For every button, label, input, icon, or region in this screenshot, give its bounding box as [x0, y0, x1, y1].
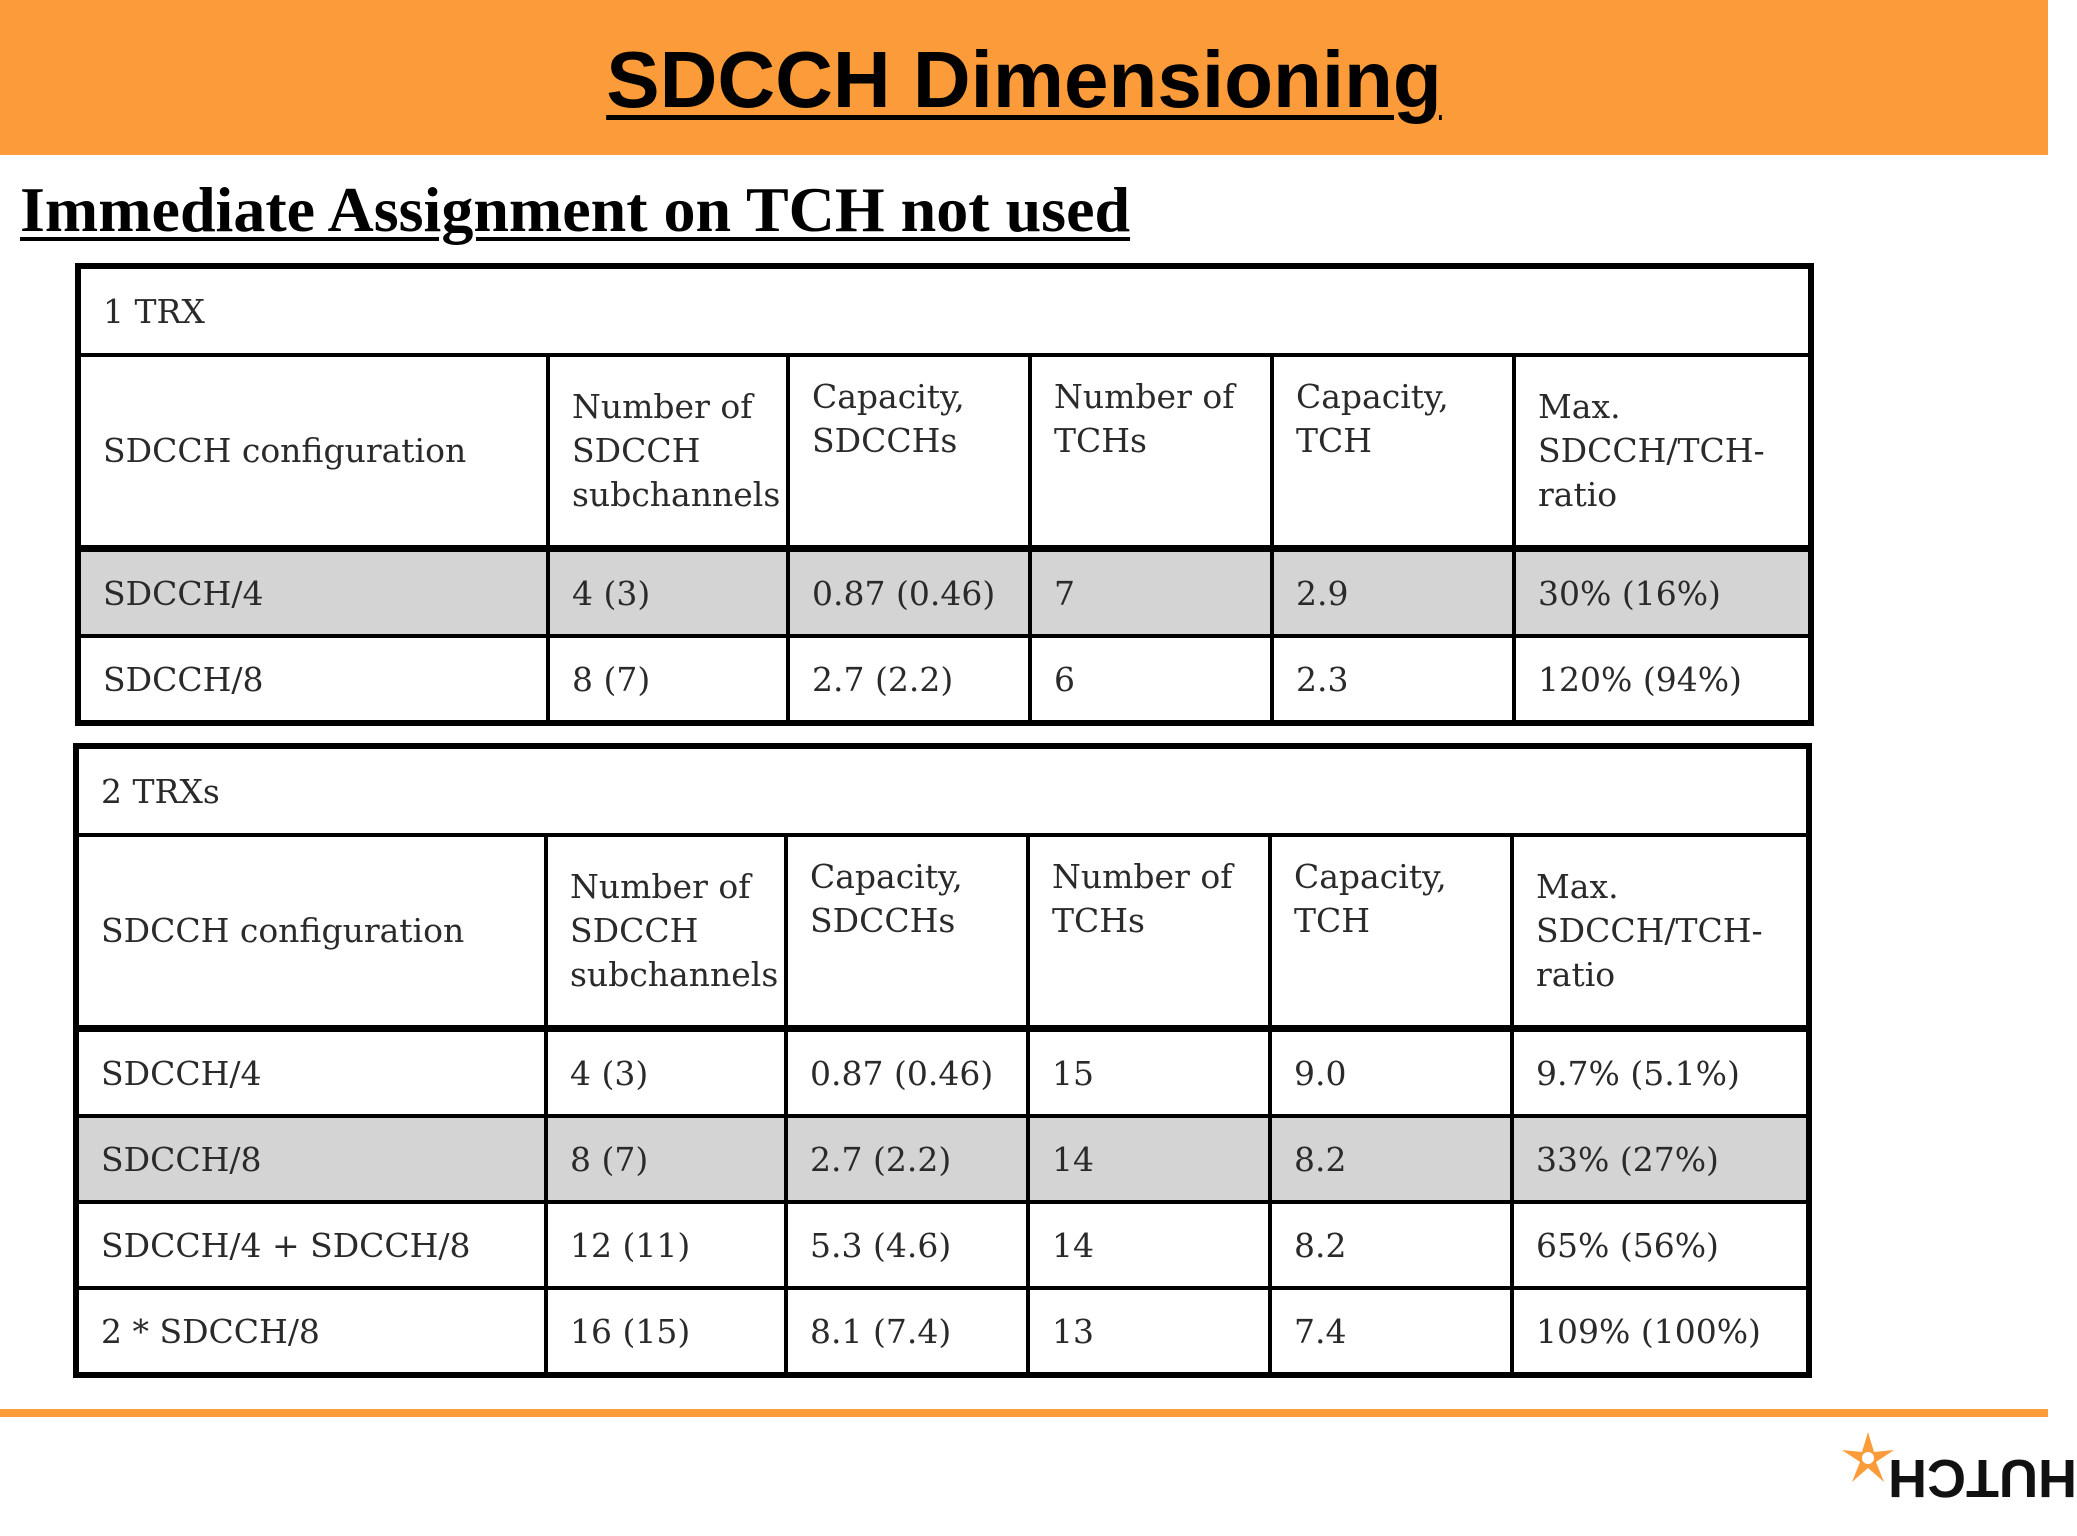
header-max-ratio: Max. SDCCH/TCH- ratio: [1512, 835, 1809, 1029]
cell-capacity-sdcch: 0.87 (0.46): [788, 549, 1030, 637]
cell-capacity-sdcch: 2.7 (2.2): [786, 1116, 1028, 1202]
cell-configuration: SDCCH/4: [76, 1029, 546, 1117]
table-caption: 1 TRX: [78, 266, 1811, 355]
footer-divider: [0, 1409, 2048, 1417]
cell-capacity-tch: 8.2: [1270, 1202, 1512, 1288]
cell-configuration: SDCCH/4: [78, 549, 548, 637]
cell-ratio: 65% (56%): [1512, 1202, 1809, 1288]
cell-tchs: 14: [1028, 1116, 1270, 1202]
header-sdcch-configuration: SDCCH configuration: [76, 835, 546, 1029]
table-header-row: [76, 835, 1809, 1029]
header-number-of-subchannels: Number of SDCCH subchannels: [548, 355, 788, 549]
header-capacity-tch: Capacity, TCH: [1272, 355, 1514, 549]
cell-subchannels: 4 (3): [546, 1029, 786, 1117]
header-capacity-sdcchs: Capacity, SDCCHs: [786, 835, 1028, 1029]
cell-capacity-tch: 2.9: [1272, 549, 1514, 637]
logo-text: HUTCH: [1888, 1448, 2077, 1508]
table-2-trxs: [73, 743, 1812, 1378]
table-row: [76, 1116, 1809, 1202]
cell-capacity-tch: 2.3: [1272, 636, 1514, 723]
cell-configuration: SDCCH/4 + SDCCH/8: [76, 1202, 546, 1288]
hutch-logo: [1838, 1428, 2077, 1518]
cell-subchannels: 12 (11): [546, 1202, 786, 1288]
cell-ratio: 33% (27%): [1512, 1116, 1809, 1202]
cell-subchannels: 8 (7): [548, 636, 788, 723]
cell-capacity-sdcch: 2.7 (2.2): [788, 636, 1030, 723]
cell-subchannels: 8 (7): [546, 1116, 786, 1202]
cell-ratio: 120% (94%): [1514, 636, 1811, 723]
table-row: [76, 1029, 1809, 1117]
cell-subchannels: 4 (3): [548, 549, 788, 637]
cell-ratio: 30% (16%): [1514, 549, 1811, 637]
header-number-of-tchs: Number of TCHs: [1028, 835, 1270, 1029]
cell-capacity-tch: 9.0: [1270, 1029, 1512, 1117]
cell-configuration: SDCCH/8: [76, 1116, 546, 1202]
table-1-trx: [75, 263, 1814, 726]
cell-tchs: 7: [1030, 549, 1272, 637]
cell-capacity-tch: 7.4: [1270, 1288, 1512, 1375]
header-capacity-tch: Capacity, TCH: [1270, 835, 1512, 1029]
cell-capacity-sdcch: 8.1 (7.4): [786, 1288, 1028, 1375]
cell-capacity-sdcch: 0.87 (0.46): [786, 1029, 1028, 1117]
table-row: [78, 549, 1811, 637]
header-number-of-tchs: Number of TCHs: [1030, 355, 1272, 549]
slide-title: SDCCH Dimensioning: [606, 35, 1442, 124]
cell-configuration: 2 * SDCCH/8: [76, 1288, 546, 1375]
cell-tchs: 6: [1030, 636, 1272, 723]
table-header-row: [78, 355, 1811, 549]
cell-capacity-sdcch: 5.3 (4.6): [786, 1202, 1028, 1288]
cell-subchannels: 16 (15): [546, 1288, 786, 1375]
cell-capacity-tch: 8.2: [1270, 1116, 1512, 1202]
table-row: [76, 1202, 1809, 1288]
section-subtitle: Immediate Assignment on TCH not used: [20, 174, 1131, 245]
header-sdcch-configuration: SDCCH configuration: [78, 355, 548, 549]
table-row: [76, 1288, 1809, 1375]
cell-tchs: 14: [1028, 1202, 1270, 1288]
table-row: [78, 636, 1811, 723]
table-caption: 2 TRXs: [76, 746, 1809, 835]
header-max-ratio: Max. SDCCH/TCH- ratio: [1514, 355, 1811, 549]
header-capacity-sdcchs: Capacity, SDCCHs: [788, 355, 1030, 549]
cell-tchs: 13: [1028, 1288, 1270, 1375]
cell-ratio: 9.7% (5.1%): [1512, 1029, 1809, 1117]
header-number-of-subchannels: Number of SDCCH subchannels: [546, 835, 786, 1029]
cell-tchs: 15: [1028, 1029, 1270, 1117]
cell-ratio: 109% (100%): [1512, 1288, 1809, 1375]
cell-configuration: SDCCH/8: [78, 636, 548, 723]
